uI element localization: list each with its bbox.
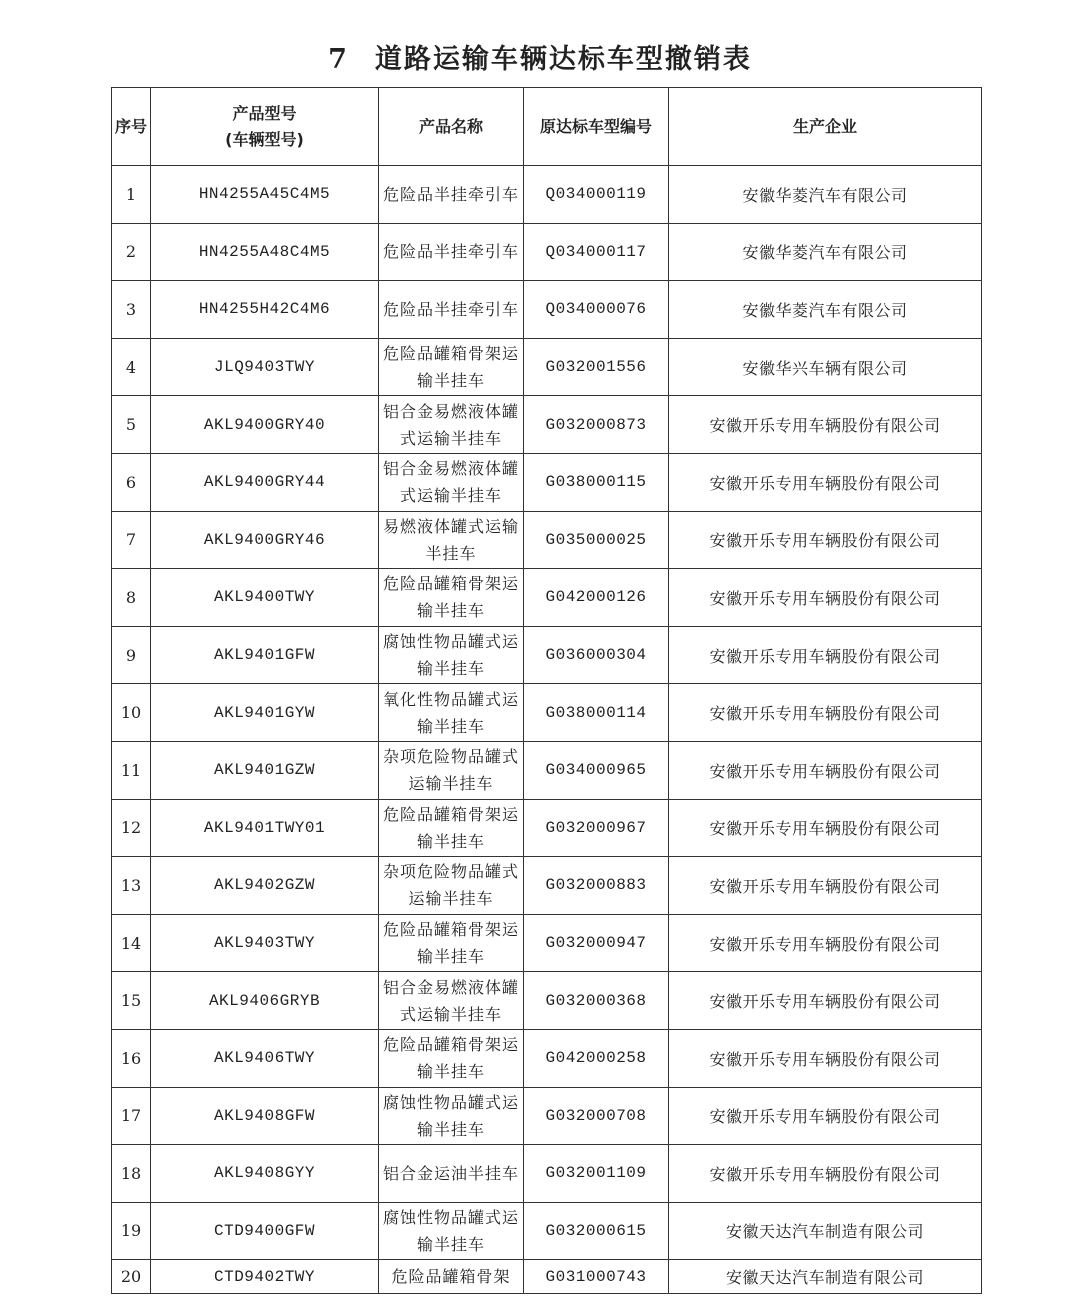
cell-name: 危险品半挂牵引车 xyxy=(379,223,524,281)
cell-name: 危险品罐箱骨架 xyxy=(379,1260,524,1294)
cell-name: 腐蚀性物品罐式运输半挂车 xyxy=(379,626,524,684)
cell-company: 安徽开乐专用车辆股份有限公司 xyxy=(669,857,982,915)
cell-code: Q034000117 xyxy=(524,223,669,281)
cell-code: Q034000076 xyxy=(524,281,669,339)
cell-code: G042000258 xyxy=(524,1029,669,1087)
title-text: 道路运输车辆达标车型撤销表 xyxy=(374,44,752,75)
header-seq: 序号 xyxy=(112,88,151,166)
title-number: 7 xyxy=(328,44,349,75)
cell-name: 危险品罐箱骨架运输半挂车 xyxy=(379,1029,524,1087)
cell-company: 安徽开乐专用车辆股份有限公司 xyxy=(669,626,982,684)
cell-model: AKL9400GRY40 xyxy=(151,396,379,454)
cell-model: CTD9400GFW xyxy=(151,1202,379,1260)
cell-model: CTD9402TWY xyxy=(151,1260,379,1294)
cell-company: 安徽开乐专用车辆股份有限公司 xyxy=(669,684,982,742)
cell-model: HN4255H42C4M6 xyxy=(151,281,379,339)
cell-code: G032000967 xyxy=(524,799,669,857)
cell-model: AKL9408GYY xyxy=(151,1145,379,1203)
cell-company: 安徽开乐专用车辆股份有限公司 xyxy=(669,453,982,511)
table-row xyxy=(112,857,982,915)
header-model-line1: 产品型号 xyxy=(232,103,297,123)
cell-model: AKL9408GFW xyxy=(151,1087,379,1145)
table-row xyxy=(112,1202,982,1260)
table-row xyxy=(112,1029,982,1087)
page-title xyxy=(0,38,1080,82)
cell-model: AKL9400TWY xyxy=(151,569,379,627)
header-model-line2: (车辆型号) xyxy=(225,129,304,149)
header-model xyxy=(151,88,379,166)
cell-company: 安徽开乐专用车辆股份有限公司 xyxy=(669,914,982,972)
header-name: 产品名称 xyxy=(379,88,524,166)
cell-model: AKL9402GZW xyxy=(151,857,379,915)
cell-code: G035000025 xyxy=(524,511,669,569)
cell-seq: 8 xyxy=(112,569,151,627)
cell-model: AKL9401GZW xyxy=(151,741,379,799)
cell-code: G032000368 xyxy=(524,972,669,1030)
table-row xyxy=(112,223,982,281)
cell-name: 危险品半挂牵引车 xyxy=(379,281,524,339)
table-row xyxy=(112,166,982,224)
cell-code: Q034000119 xyxy=(524,166,669,224)
cell-code: G038000115 xyxy=(524,453,669,511)
cell-seq: 20 xyxy=(112,1260,151,1294)
cell-seq: 6 xyxy=(112,453,151,511)
cell-name: 氧化性物品罐式运输半挂车 xyxy=(379,684,524,742)
cell-seq: 11 xyxy=(112,741,151,799)
table-header-row xyxy=(112,88,982,166)
revocation-table xyxy=(111,87,982,1294)
cell-code: G042000126 xyxy=(524,569,669,627)
cell-code: G032001109 xyxy=(524,1145,669,1203)
table-row xyxy=(112,511,982,569)
cell-model: AKL9406GRYB xyxy=(151,972,379,1030)
cell-code: G032000883 xyxy=(524,857,669,915)
cell-name: 铝合金运油半挂车 xyxy=(379,1145,524,1203)
cell-company: 安徽华菱汽车有限公司 xyxy=(669,281,982,339)
cell-seq: 1 xyxy=(112,166,151,224)
cell-seq: 19 xyxy=(112,1202,151,1260)
cell-model: AKL9403TWY xyxy=(151,914,379,972)
table-row xyxy=(112,684,982,742)
cell-company: 安徽开乐专用车辆股份有限公司 xyxy=(669,972,982,1030)
cell-code: G034000965 xyxy=(524,741,669,799)
table-body xyxy=(112,166,982,1294)
cell-seq: 17 xyxy=(112,1087,151,1145)
cell-seq: 13 xyxy=(112,857,151,915)
cell-model: JLQ9403TWY xyxy=(151,338,379,396)
cell-name: 危险品半挂牵引车 xyxy=(379,166,524,224)
cell-name: 腐蚀性物品罐式运输半挂车 xyxy=(379,1202,524,1260)
cell-company: 安徽天达汽车制造有限公司 xyxy=(669,1260,982,1294)
table-row xyxy=(112,1087,982,1145)
cell-company: 安徽开乐专用车辆股份有限公司 xyxy=(669,1087,982,1145)
cell-seq: 14 xyxy=(112,914,151,972)
cell-name: 危险品罐箱骨架运输半挂车 xyxy=(379,799,524,857)
cell-seq: 12 xyxy=(112,799,151,857)
cell-name: 铝合金易燃液体罐式运输半挂车 xyxy=(379,453,524,511)
header-company: 生产企业 xyxy=(669,88,982,166)
table-row xyxy=(112,569,982,627)
cell-name: 杂项危险物品罐式运输半挂车 xyxy=(379,857,524,915)
cell-name: 铝合金易燃液体罐式运输半挂车 xyxy=(379,396,524,454)
cell-code: G038000114 xyxy=(524,684,669,742)
table-row xyxy=(112,338,982,396)
cell-model: AKL9400GRY46 xyxy=(151,511,379,569)
cell-name: 易燃液体罐式运输半挂车 xyxy=(379,511,524,569)
header-code: 原达标车型编号 xyxy=(524,88,669,166)
cell-model: AKL9406TWY xyxy=(151,1029,379,1087)
cell-company: 安徽华兴车辆有限公司 xyxy=(669,338,982,396)
table-row xyxy=(112,799,982,857)
cell-company: 安徽开乐专用车辆股份有限公司 xyxy=(669,1029,982,1087)
cell-code: G032000708 xyxy=(524,1087,669,1145)
cell-company: 安徽华菱汽车有限公司 xyxy=(669,166,982,224)
table-row xyxy=(112,972,982,1030)
cell-seq: 7 xyxy=(112,511,151,569)
cell-name: 危险品罐箱骨架运输半挂车 xyxy=(379,569,524,627)
table-row xyxy=(112,1260,982,1294)
table-row xyxy=(112,1145,982,1203)
cell-seq: 3 xyxy=(112,281,151,339)
cell-company: 安徽开乐专用车辆股份有限公司 xyxy=(669,1145,982,1203)
table-row xyxy=(112,741,982,799)
cell-model: AKL9400GRY44 xyxy=(151,453,379,511)
cell-code: G031000743 xyxy=(524,1260,669,1294)
cell-model: AKL9401TWY01 xyxy=(151,799,379,857)
cell-company: 安徽开乐专用车辆股份有限公司 xyxy=(669,511,982,569)
cell-model: AKL9401GFW xyxy=(151,626,379,684)
cell-name: 杂项危险物品罐式运输半挂车 xyxy=(379,741,524,799)
cell-code: G032000873 xyxy=(524,396,669,454)
cell-company: 安徽华菱汽车有限公司 xyxy=(669,223,982,281)
cell-seq: 18 xyxy=(112,1145,151,1203)
cell-seq: 5 xyxy=(112,396,151,454)
cell-code: G036000304 xyxy=(524,626,669,684)
table-row xyxy=(112,914,982,972)
cell-code: G032000947 xyxy=(524,914,669,972)
cell-code: G032001556 xyxy=(524,338,669,396)
cell-seq: 9 xyxy=(112,626,151,684)
cell-company: 安徽天达汽车制造有限公司 xyxy=(669,1202,982,1260)
cell-model: AKL9401GYW xyxy=(151,684,379,742)
cell-company: 安徽开乐专用车辆股份有限公司 xyxy=(669,396,982,454)
cell-company: 安徽开乐专用车辆股份有限公司 xyxy=(669,569,982,627)
cell-company: 安徽开乐专用车辆股份有限公司 xyxy=(669,741,982,799)
cell-seq: 16 xyxy=(112,1029,151,1087)
cell-company: 安徽开乐专用车辆股份有限公司 xyxy=(669,799,982,857)
cell-code: G032000615 xyxy=(524,1202,669,1260)
cell-seq: 2 xyxy=(112,223,151,281)
cell-name: 危险品罐箱骨架运输半挂车 xyxy=(379,338,524,396)
cell-seq: 4 xyxy=(112,338,151,396)
table-row xyxy=(112,626,982,684)
cell-name: 危险品罐箱骨架运输半挂车 xyxy=(379,914,524,972)
cell-seq: 15 xyxy=(112,972,151,1030)
cell-name: 腐蚀性物品罐式运输半挂车 xyxy=(379,1087,524,1145)
table-row xyxy=(112,453,982,511)
cell-model: HN4255A48C4M5 xyxy=(151,223,379,281)
cell-model: HN4255A45C4M5 xyxy=(151,166,379,224)
cell-name: 铝合金易燃液体罐式运输半挂车 xyxy=(379,972,524,1030)
table-row xyxy=(112,396,982,454)
table-row xyxy=(112,281,982,339)
cell-seq: 10 xyxy=(112,684,151,742)
